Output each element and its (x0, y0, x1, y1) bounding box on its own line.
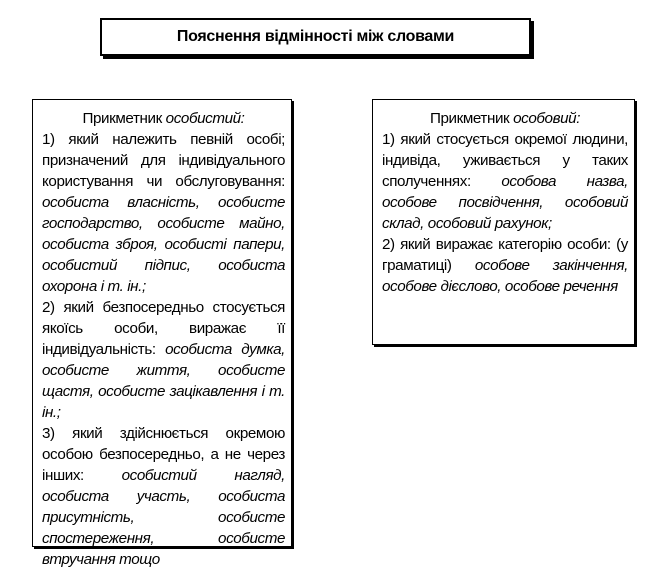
sense-examples: особиста думка, особисте життя, особисте щастя, особисте зацікавлення і т. ін.; (42, 341, 285, 421)
sense-definition: 2) який безпосередньо стосується якоїсь особи, виражає її індивідуальність: (42, 299, 285, 358)
sense-3 (42, 423, 285, 570)
page-title: Пояснення відмінності між словами (176, 28, 455, 45)
card-osobystyi (32, 99, 292, 568)
sense-examples: особова назва, особове посвідчення, особовий склад, особовий рахунок; (382, 173, 628, 232)
sense-definition: 2) який виражає категорію особи: (у граматиці) (382, 236, 628, 274)
sense-examples: особистий нагляд, особиста участь, особиста присутність, особисте спостереження, особисте втручання тощо (42, 467, 285, 568)
title-box (100, 18, 531, 56)
sense-2 (382, 234, 628, 297)
card-title (382, 108, 628, 129)
sense-1 (42, 129, 285, 297)
card-osobovyi (372, 99, 635, 345)
card-title-prefix: Прикметник (429, 110, 514, 127)
sense-1 (382, 129, 628, 234)
card-title (42, 108, 285, 129)
sense-definition: 1) який стосується окремої людини, індивіда, уживається у таких сполученнях: (382, 131, 628, 190)
card-title-word: особовий: (513, 110, 581, 127)
sense-definition: 3) який здійснюється окремою особою безпосередньо, а не через інших: (42, 425, 285, 484)
sense-examples: особиста власність, особисте господарство, особисте майно, особиста зброя, особисті папери, особистий підпис, особиста охорона і т. ін.; (42, 194, 285, 295)
sense-2 (42, 297, 285, 423)
card-title-prefix: Прикметник (82, 110, 166, 127)
card-title-word: особистий: (165, 110, 245, 127)
sense-definition: 1) який належить певній особі; призначений для індивідуального користування чи обслуговування: (42, 131, 285, 190)
sense-examples: особове закінчення, особове дієслово, особове речення (382, 257, 628, 295)
